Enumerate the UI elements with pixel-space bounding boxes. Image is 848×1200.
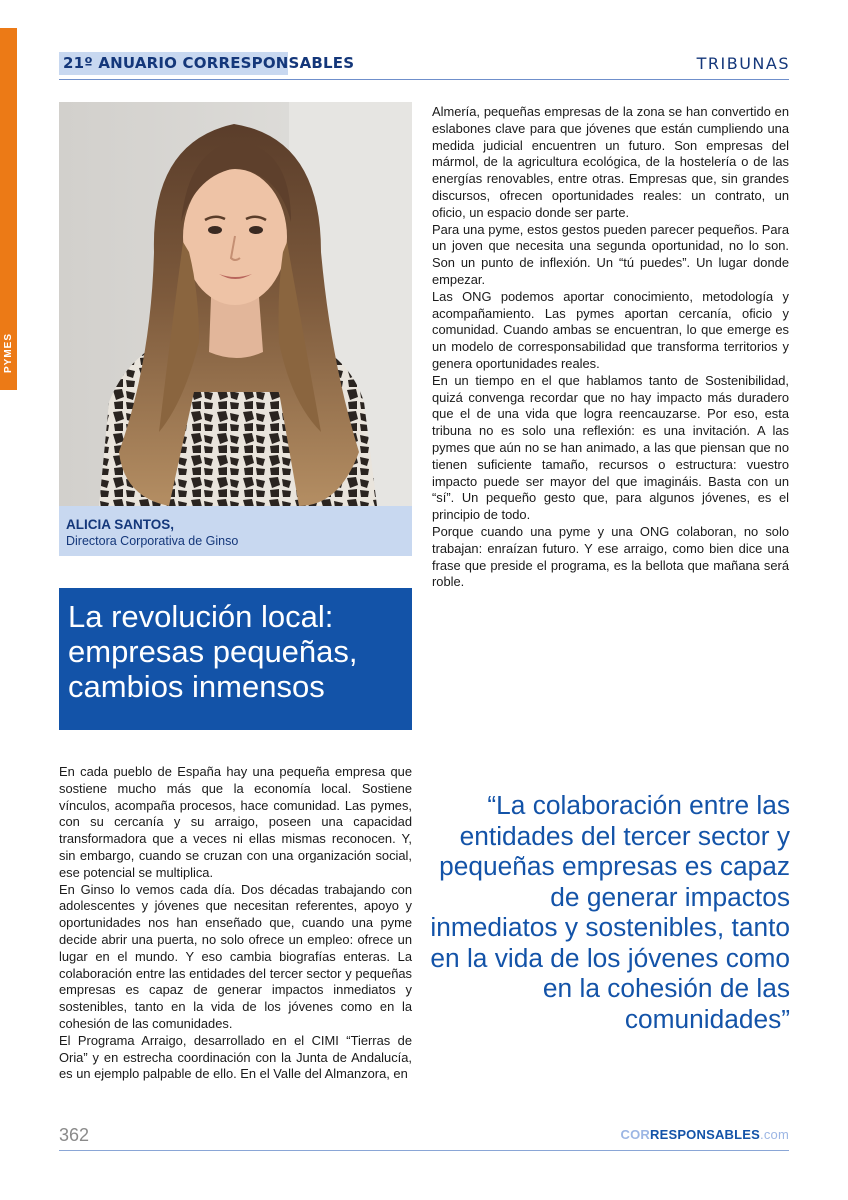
- paragraph: El Programa Arraigo, desarrollado en el CIMI “Tierras de Oria” y en estrecha coordinación con la Junta de Andalucía, es un ejemplo palpable de ello. En el Valle del Almanzora, en: [59, 1032, 412, 1082]
- page-number: 362: [59, 1125, 90, 1145]
- article-title: La revolución local: empresas pequeñas, cambios inmensos: [68, 599, 358, 704]
- paragraph: Porque cuando una pyme y una ONG colaboran, no solo trabajan: enraízan futuro. Y ese arraigo, como bien dice una frase que preside el programa, es la bellota que mañana será roble.: [432, 523, 789, 590]
- article-right-column: [432, 104, 789, 591]
- author-name: ALICIA SANTOS,: [66, 517, 175, 532]
- paragraph: En Ginso lo vemos cada día. Dos décadas trabajando con adolescentes y jóvenes que necesitan referentes, apoyo y oportunidades nos han enseñado que, cuando una pyme decide abrir una puerta, no solo ofrece un empleo: ofrece un lugar en el mundo. Y eso cambia biografías enteras. La colaboración entre las entidades del tercer sector y pequeñas empresas es capaz de generar impactos inmediatos y sostenibles, tanto en la vida de los jóvenes como en la cohesión de las comunidades.: [59, 881, 412, 1031]
- author-portrait-photo: [59, 102, 412, 506]
- paragraph: En cada pueblo de España hay una pequeña empresa que sostiene mucho más que la economía local. Sostiene vínculos, acompaña procesos, hace comunidad. Las pymes, con su cercanía y su arraigo, poseen una capacidad transformadora que a veces ni ellas mismas reconocen. Y, sin embargo, cuando se cruzan con una organización social, ese potencial se multiplica.: [59, 764, 412, 880]
- brand-main: RESPONSABLES: [649, 1127, 761, 1142]
- footer-brand-logo: [620, 1125, 789, 1145]
- paragraph: En un tiempo en el que hablamos tanto de Sostenibilidad, quizá convenga recordar que no hay impacto más duradero que el de una vida que logra reencauzarse. Por eso, esta tribuna no es solo una reflexión: es una invitación. A las pymes que aún no se han animado, a las que piensan que no tienen suficiente tamaño, recursos o estructura: vuestro impacto puede ser mayor del que imagináis. Basta con un “sí”. Un pequeño gesto que, para algunos jóvenes, es el principio de todo.: [432, 372, 789, 523]
- brand-prefix: COR: [620, 1127, 650, 1142]
- footer-divider: [59, 1150, 789, 1151]
- article-left-column: [59, 764, 412, 1083]
- author-caption: [59, 506, 412, 556]
- article-title-box: [59, 588, 412, 730]
- paragraph: Las ONG podemos aportar conocimiento, metodología y acompañamiento. Las pymes aportan cercanía, oficio y comunidad. Cuando ambas se encuentran, lo que emerge es un modelo de corresponsabilidad que transforma territorios y genera oportunidades reales.: [432, 288, 789, 371]
- section-side-label: PYMES: [3, 333, 14, 374]
- section-title: TRIBUNAS: [696, 54, 790, 73]
- paragraph: Para una pyme, estos gestos pueden parecer pequeños. Para un joven que necesita una segunda oportunidad, no lo son. Son un punto de inflexión. Un “tú puedes”. Un lugar donde empezar.: [432, 221, 789, 287]
- pull-quote: “La colaboración entre las entidades del tercer sector y pequeñas empresas es capaz de generar impactos inmediatos y sostenibles, tanto en la vida de los jóvenes como en la cohesión de las comunidades”: [430, 790, 790, 1034]
- brand-domain: .com: [760, 1127, 789, 1142]
- portrait-illustration: [59, 102, 412, 506]
- header-divider: [59, 79, 789, 80]
- paragraph: Almería, pequeñas empresas de la zona se han convertido en eslabones clave para que jóvenes que están cumpliendo una medida judicial encuentren un futuro. Son empresas del mármol, de la agricultura ecológica, de la hostelería o de las energías renovables, entre otras. Empresas que, sin grandes discursos, ofrecen oportunidades reales: un contrato, un oficio, un espacio donde ser parte.: [432, 104, 789, 220]
- edition-title: 21º ANUARIO CORRESPONSABLES: [59, 52, 288, 75]
- author-role: Directora Corporativa de Ginso: [66, 534, 239, 548]
